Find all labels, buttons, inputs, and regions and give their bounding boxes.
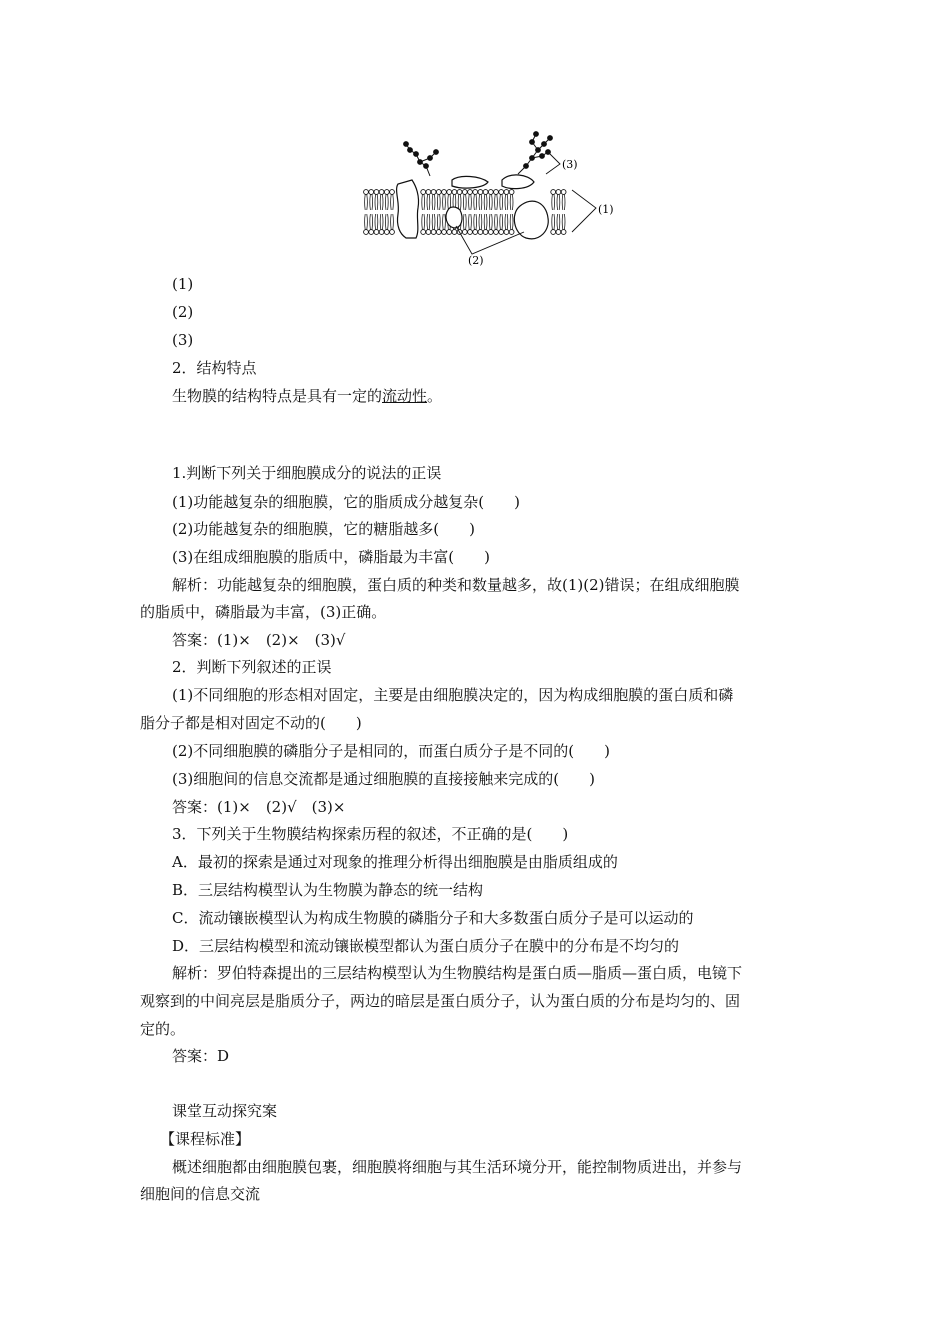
phospholipid-tail xyxy=(466,195,467,211)
phospholipid-tail xyxy=(432,214,433,230)
q1-answer: 答案：(1)× (2)× (3)√ xyxy=(172,631,346,649)
transmembrane-protein-left xyxy=(397,180,419,238)
phospholipid-tail xyxy=(505,195,506,211)
phospholipid-tail xyxy=(432,195,433,211)
q1-item-3: (3)在组成细胞膜的脂质中，磷脂最为丰富( ) xyxy=(172,548,490,566)
phospholipid-head xyxy=(509,190,514,195)
intro-item-1: (1) xyxy=(172,275,194,293)
phospholipid-tail xyxy=(370,214,371,230)
phospholipid-tail xyxy=(507,214,508,230)
phospholipid-head xyxy=(551,230,556,235)
phospholipid-head xyxy=(364,230,369,235)
phospholipid-head xyxy=(468,190,473,195)
phospholipid-tail xyxy=(469,214,470,230)
q3-option-c: C．流动镶嵌模型认为构成生物膜的磷脂分子和大多数蛋白质分子是可以运动的 xyxy=(172,909,694,927)
phospholipid-tail xyxy=(474,214,475,230)
phospholipid-head xyxy=(499,190,504,195)
phospholipid-tail xyxy=(388,195,389,211)
phospholipid-head xyxy=(478,190,483,195)
phospholipid-tail xyxy=(460,195,461,211)
phospholipid-tail xyxy=(559,214,560,230)
phospholipid-head xyxy=(452,190,457,195)
q3-analysis-line3: 定的。 xyxy=(140,1020,186,1038)
phospholipid-tail xyxy=(507,195,508,211)
phospholipid-head xyxy=(499,230,504,235)
phospholipid-tail xyxy=(443,214,444,230)
phospholipid-head xyxy=(478,230,483,235)
phospholipid-head xyxy=(431,230,436,235)
phospholipid-tail xyxy=(562,214,563,230)
phospholipid-head xyxy=(561,190,566,195)
phospholipid-tail xyxy=(500,195,501,211)
q2-answer: 答案：(1)× (2)√ (3)× xyxy=(172,798,346,816)
phospholipid-head xyxy=(556,190,561,195)
phospholipid-head xyxy=(551,190,556,195)
phospholipid-head xyxy=(390,230,395,235)
phospholipid-tail xyxy=(554,214,555,230)
phospholipid-tail xyxy=(440,195,441,211)
phospholipid-head xyxy=(447,190,452,195)
sugar-chain-left xyxy=(404,142,439,176)
phospholipid-head xyxy=(374,190,379,195)
phospholipid-tail xyxy=(443,195,444,211)
q3-option-d: D．三层结构模型和流动镶嵌模型都认为蛋白质分子在膜中的分布是不均匀的 xyxy=(172,937,680,955)
phospholipid-tail xyxy=(562,195,563,211)
structure-sentence xyxy=(172,386,442,406)
phospholipid-tail xyxy=(486,195,487,211)
course-standard-heading: 【课程标准】 xyxy=(160,1130,251,1148)
phospholipid-tail xyxy=(481,195,482,211)
phospholipid-head xyxy=(494,230,499,235)
phospholipid-tail xyxy=(502,195,503,211)
phospholipid-tail xyxy=(448,195,449,211)
phospholipid-head xyxy=(509,230,514,235)
phospholipid-tail xyxy=(552,195,553,211)
q2-item1-line2: 脂分子都是相对固定不动的( ) xyxy=(140,714,362,732)
phospholipid-tail xyxy=(557,214,558,230)
phospholipid-tail xyxy=(377,214,378,230)
course-standard-line1: 概述细胞都由细胞膜包裹，细胞膜将细胞与其生活环境分开，能控制物质进出，并参与 xyxy=(172,1158,743,1176)
phospholipid-tail xyxy=(367,195,368,211)
phospholipid-head xyxy=(364,190,369,195)
phospholipid-tail xyxy=(476,195,477,211)
phospholipid-head xyxy=(431,190,436,195)
phospholipid-tail xyxy=(505,214,506,230)
phospholipid-tail xyxy=(492,195,493,211)
intro-item-2: (2) xyxy=(172,303,194,321)
phospholipid-tail xyxy=(469,195,470,211)
phospholipid-tail xyxy=(495,214,496,230)
figure-label-1: (1) xyxy=(598,203,614,216)
sugar-chain-right xyxy=(518,132,552,174)
phospholipid-tail xyxy=(372,214,373,230)
phospholipid-tail xyxy=(434,214,435,230)
phospholipid-tail xyxy=(554,195,555,211)
phospholipid-head xyxy=(442,190,447,195)
phospholipid-tail xyxy=(510,195,511,211)
phospholipid-head xyxy=(504,230,509,235)
q2-item1-line1: (1)不同细胞的形态相对固定，主要是由细胞膜决定的，因为构成细胞膜的蛋白质和磷 xyxy=(172,686,734,704)
phospholipid-tail xyxy=(429,195,430,211)
phospholipid-tail xyxy=(486,214,487,230)
phospholipid-tail xyxy=(375,214,376,230)
figure-label-3: (3) xyxy=(562,158,578,171)
q2-item-3: (3)细胞间的信息交流都是通过细胞膜的直接接触来完成的( ) xyxy=(172,770,595,788)
phospholipid-tail xyxy=(437,195,438,211)
phospholipid-tail xyxy=(377,195,378,211)
phospholipid-head xyxy=(556,230,561,235)
phospholipid-tail xyxy=(474,195,475,211)
phospholipid-tail xyxy=(437,214,438,230)
phospholipid-head xyxy=(426,230,431,235)
phospholipid-head xyxy=(468,230,473,235)
phospholipid-head xyxy=(473,230,478,235)
phospholipid-tail xyxy=(445,195,446,211)
phospholipid-head xyxy=(369,230,374,235)
phospholipid-head xyxy=(379,190,384,195)
sentence-prefix: 生物膜的结构特点是具有一定的 xyxy=(172,387,383,405)
q2-title: 2．判断下列叙述的正误 xyxy=(172,658,332,676)
phospholipid-tail xyxy=(372,195,373,211)
phospholipid-head xyxy=(384,230,389,235)
intro-item-3: (3) xyxy=(172,331,194,349)
q1-item-1: (1)功能越复杂的细胞膜，它的脂质成分越复杂( ) xyxy=(172,493,520,511)
phospholipid-head xyxy=(462,190,467,195)
phospholipid-tail xyxy=(458,195,459,211)
section-heading-structure: 2．结构特点 xyxy=(172,359,257,377)
q2-item-2: (2)不同细胞膜的磷脂分子是相同的，而蛋白质分子是不同的( ) xyxy=(172,742,610,760)
phospholipid-tail xyxy=(564,195,565,211)
figure-label-2: (2) xyxy=(468,254,484,267)
phospholipid-tail xyxy=(471,214,472,230)
phospholipid-head xyxy=(473,190,478,195)
phospholipid-tail xyxy=(424,214,425,230)
phospholipid-tail xyxy=(380,195,381,211)
phospholipid-tail xyxy=(382,195,383,211)
phospholipid-tail xyxy=(463,214,464,230)
phospholipid-tail xyxy=(557,195,558,211)
phospholipid-head xyxy=(426,190,431,195)
phospholipid-tail xyxy=(427,214,428,230)
phospholipid-tail xyxy=(559,195,560,211)
phospholipid-tail xyxy=(393,214,394,230)
phospholipid-tail xyxy=(471,195,472,211)
phospholipid-head xyxy=(442,230,447,235)
phospholipid-tail xyxy=(552,214,553,230)
phospholipid-tail xyxy=(445,214,446,230)
q3-analysis-line1: 解析：罗伯特森提出的三层结构模型认为生物膜结构是蛋白质—脂质—蛋白质，电镜下 xyxy=(172,964,743,982)
phospholipid-head xyxy=(457,190,462,195)
phospholipid-tail xyxy=(489,195,490,211)
phospholipid-tail xyxy=(497,214,498,230)
phospholipid-tail xyxy=(479,195,480,211)
phospholipid-tail xyxy=(502,214,503,230)
q1-title: 1.判断下列关于细胞膜成分的说法的正误 xyxy=(172,464,442,482)
q3-option-a: A．最初的探索是通过对现象的推理分析得出细胞膜是由脂质组成的 xyxy=(172,853,618,871)
embedded-protein-middle xyxy=(446,207,462,228)
phospholipid-head xyxy=(561,230,566,235)
phospholipid-tail xyxy=(492,214,493,230)
phospholipid-heads-top xyxy=(364,190,566,195)
q3-analysis-line2: 观察到的中间亮层是脂质分子，两边的暗层是蛋白质分子，认为蛋白质的分布是均匀的、固 xyxy=(140,992,741,1010)
q3-option-b: B．三层结构模型认为生物膜为静态的统一结构 xyxy=(172,881,484,899)
phospholipid-tail xyxy=(466,214,467,230)
phospholipid-tail xyxy=(434,195,435,211)
phospholipid-tail xyxy=(481,214,482,230)
phospholipid-head xyxy=(436,230,441,235)
phospholipid-head xyxy=(390,190,395,195)
phospholipid-tail xyxy=(497,195,498,211)
large-protein-right xyxy=(514,201,548,239)
phospholipid-head xyxy=(436,190,441,195)
phospholipid-tail xyxy=(484,195,485,211)
phospholipid-head xyxy=(421,230,426,235)
phospholipid-tail xyxy=(427,195,428,211)
phospholipid-head xyxy=(488,190,493,195)
section-title: 课堂互动探究案 xyxy=(172,1102,278,1120)
phospholipid-tail xyxy=(463,195,464,211)
phospholipid-tail xyxy=(380,214,381,230)
phospholipid-head xyxy=(447,230,452,235)
phospholipid-tail xyxy=(476,214,477,230)
q1-analysis-line2: 的脂质中，磷脂最为丰富，(3)正确。 xyxy=(140,603,387,621)
phospholipid-tail xyxy=(391,195,392,211)
cell-membrane-diagram xyxy=(360,122,614,272)
phospholipid-tail xyxy=(391,214,392,230)
phospholipid-tail xyxy=(512,214,513,230)
q1-analysis-line1: 解析：功能越复杂的细胞膜，蛋白质的种类和数量越多，故(1)(2)错误；在组成细胞膜 xyxy=(172,576,740,594)
phospholipid-head xyxy=(374,230,379,235)
sentence-suffix: 。 xyxy=(427,387,443,405)
phospholipid-tail xyxy=(385,195,386,211)
phospholipid-head xyxy=(452,230,457,235)
phospholipid-tail xyxy=(365,195,366,211)
phospholipid-tail xyxy=(422,195,423,211)
phospholipid-tail xyxy=(495,195,496,211)
q1-item-2: (2)功能越复杂的细胞膜，它的糖脂越多( ) xyxy=(172,520,475,538)
phospholipid-tail xyxy=(500,214,501,230)
phospholipid-tail xyxy=(440,214,441,230)
phospholipid-head xyxy=(483,190,488,195)
q3-answer: 答案：D xyxy=(172,1047,230,1065)
phospholipid-head xyxy=(494,190,499,195)
phospholipid-tail xyxy=(484,214,485,230)
q3-title: 3．下列关于生物膜结构探索历程的叙述，不正确的是( ) xyxy=(172,825,569,843)
phospholipid-head xyxy=(369,190,374,195)
phospholipid-tail xyxy=(370,195,371,211)
phospholipid-head xyxy=(483,230,488,235)
phospholipid-head xyxy=(379,230,384,235)
phospholipid-tail xyxy=(367,214,368,230)
phospholipid-head xyxy=(421,190,426,195)
phospholipid-tail xyxy=(512,195,513,211)
phospholipid-tail xyxy=(375,195,376,211)
phospholipid-tail xyxy=(510,214,511,230)
phospholipid-tail xyxy=(365,214,366,230)
phospholipid-tail xyxy=(429,214,430,230)
phospholipid-tail xyxy=(393,195,394,211)
phospholipid-tail xyxy=(382,214,383,230)
phospholipid-head xyxy=(384,190,389,195)
phospholipid-tail xyxy=(424,195,425,211)
phospholipid-tail xyxy=(388,214,389,230)
phospholipid-head xyxy=(462,230,467,235)
underlined-term: 流动性 xyxy=(382,387,428,405)
phospholipid-tail xyxy=(489,214,490,230)
phospholipid-tail xyxy=(479,214,480,230)
phospholipid-tail xyxy=(385,214,386,230)
phospholipid-tail xyxy=(422,214,423,230)
glycoprotein-top-right xyxy=(502,175,534,189)
peripheral-protein-top xyxy=(452,176,488,188)
phospholipid-tail xyxy=(564,214,565,230)
phospholipid-head xyxy=(504,190,509,195)
phospholipid-head xyxy=(488,230,493,235)
course-standard-line2: 细胞间的信息交流 xyxy=(140,1185,261,1203)
